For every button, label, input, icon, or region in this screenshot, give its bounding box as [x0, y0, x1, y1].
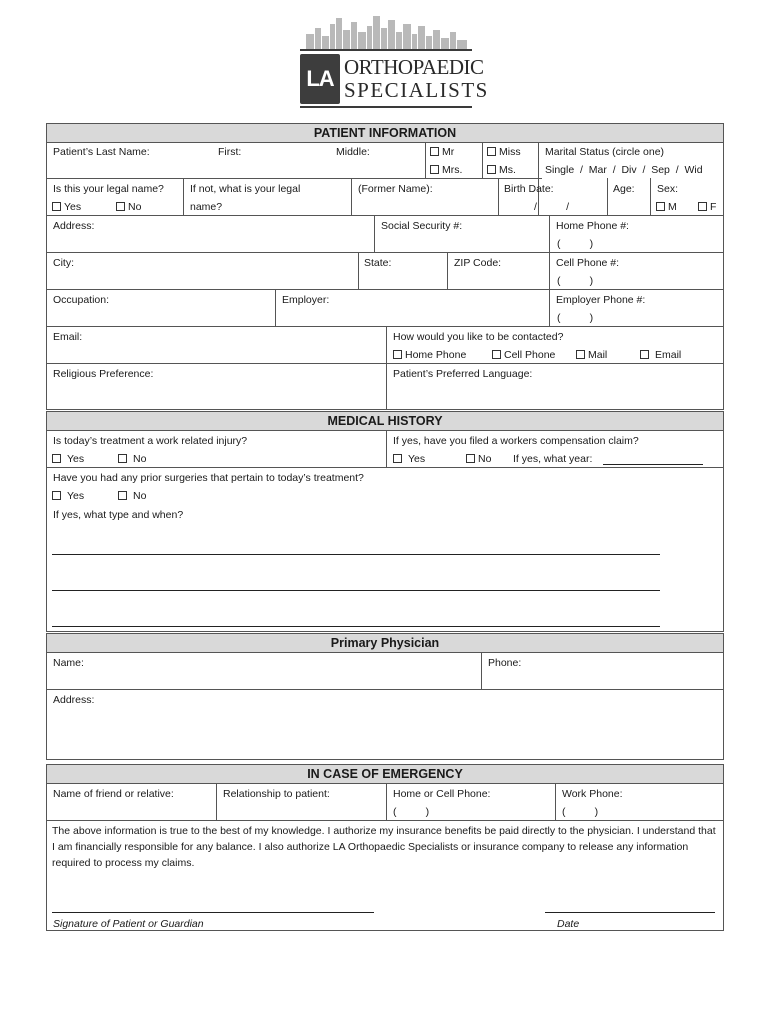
checkbox-icon[interactable]: [487, 147, 496, 156]
comp-claim-question: If yes, have you filed a workers compensation claim?: [393, 435, 639, 447]
home-cell-phone-label: Home or Cell Phone:: [393, 788, 491, 800]
surgery-yes-label: Yes: [67, 490, 85, 502]
sex-m-label: M: [668, 201, 677, 213]
legal-yes-label: Yes: [64, 201, 82, 213]
home-cell-parens: ( ): [393, 806, 430, 818]
age-label: Age:: [613, 183, 635, 195]
contact-mail-label: Mail: [588, 349, 608, 361]
surgery-line-1[interactable]: [52, 554, 660, 555]
surgery-line-3[interactable]: [52, 626, 660, 627]
checkbox-icon[interactable]: [52, 491, 61, 500]
contact-home-label: Home Phone: [405, 349, 467, 361]
title-ms-option[interactable]: [487, 164, 516, 176]
work-no-label: No: [133, 453, 147, 465]
checkbox-icon[interactable]: [492, 350, 501, 359]
work-phone-parens: ( ): [562, 806, 599, 818]
legal-yes-option[interactable]: [52, 201, 81, 213]
physician-phone-label: Phone:: [488, 657, 522, 669]
surgery-question: Have you had any prior surgeries that pertain to today’s treatment?: [53, 472, 364, 484]
checkbox-icon[interactable]: [393, 454, 402, 463]
medical-history-section: [46, 430, 724, 632]
employer-label: Employer:: [282, 294, 330, 306]
title-miss-option[interactable]: [487, 146, 521, 158]
logo: [298, 14, 489, 110]
if-not-legal-label-1: If not, what is your legal: [190, 183, 301, 195]
checkbox-icon[interactable]: [430, 165, 439, 174]
sex-m-option[interactable]: [656, 201, 677, 213]
friend-name-label: Name of friend or relative:: [53, 788, 174, 800]
title-mr-label: Mr: [442, 146, 455, 158]
logo-mark: [300, 54, 340, 104]
first-name-label: First:: [218, 146, 242, 158]
logo-top-rule: [300, 49, 472, 51]
marital-status-label: Marital Status (circle one): [545, 146, 665, 158]
surgery-line-2[interactable]: [52, 590, 660, 591]
contact-cell-label: Cell Phone: [504, 349, 556, 361]
claim-yes-label: Yes: [408, 453, 426, 465]
authorization-statement: The above information is true to the best of my knowledge. I authorize my insurance benefits be paid directly to the physician. I understand that I am financially responsible for any balance. I also authorize LA Orthopaedic Specialists or insurance company to release any information required to process my claims.: [52, 825, 716, 869]
checkbox-icon[interactable]: [393, 350, 402, 359]
claim-yes-option[interactable]: [393, 453, 425, 465]
what-year-label: If yes, what year:: [513, 453, 593, 465]
work-no-option[interactable]: [118, 453, 146, 465]
legal-name-question: Is this your legal name?: [53, 183, 164, 195]
work-injury-question: Is today’s treatment a work related injury?: [53, 435, 248, 447]
contact-cell-option[interactable]: [492, 349, 555, 361]
logo-line2: SPECIALISTS: [344, 78, 489, 102]
type-when-label: If yes, what type and when?: [53, 509, 184, 521]
physician-address-label: Address:: [53, 694, 95, 706]
marital-status-options[interactable]: Single / Mar / Div / Sep / Wid: [545, 164, 703, 176]
cell-phone-label: Cell Phone #:: [556, 257, 620, 269]
checkbox-icon[interactable]: [576, 350, 585, 359]
checkbox-icon[interactable]: [487, 165, 496, 174]
birth-date-label: Birth Date:: [504, 183, 554, 195]
religious-label: Religious Preference:: [53, 368, 154, 380]
contact-email-label: Email: [655, 349, 682, 361]
surgery-no-label: No: [133, 490, 147, 502]
claim-no-option[interactable]: [466, 453, 491, 465]
cell-phone-parens: ( ): [557, 275, 594, 287]
checkbox-icon[interactable]: [118, 491, 127, 500]
checkbox-icon[interactable]: [430, 147, 439, 156]
checkbox-icon[interactable]: [698, 202, 707, 211]
surgery-no-option[interactable]: [118, 490, 146, 502]
if-not-legal-label-2: name?: [190, 201, 223, 213]
signature-line[interactable]: [52, 912, 374, 913]
primary-physician-section: [46, 652, 724, 760]
work-phone-label: Work Phone:: [562, 788, 623, 800]
date-label: Date: [557, 918, 580, 930]
legal-no-label: No: [128, 201, 142, 213]
employer-phone-parens: ( ): [557, 312, 594, 324]
checkbox-icon[interactable]: [52, 454, 61, 463]
primary-physician-header: Primary Physician: [46, 633, 724, 653]
emergency-header: IN CASE OF EMERGENCY: [46, 764, 724, 784]
title-miss-label: Miss: [499, 146, 521, 158]
title-ms-label: Ms.: [499, 164, 516, 176]
title-mr-option[interactable]: [430, 146, 454, 158]
birth-date-slashes: / /: [534, 201, 570, 213]
signature-label: Signature of Patient or Guardian: [53, 918, 204, 930]
zip-label: ZIP Code:: [454, 257, 502, 269]
legal-no-option[interactable]: [116, 201, 141, 213]
language-label: Patient’s Preferred Language:: [393, 368, 533, 380]
title-mrs-option[interactable]: [430, 164, 462, 176]
physician-name-label: Name:: [53, 657, 84, 669]
contact-email-option[interactable]: [640, 349, 681, 361]
checkbox-icon[interactable]: [116, 202, 125, 211]
last-name-label: Patient’s Last Name:: [53, 146, 150, 158]
email-label: Email:: [53, 331, 83, 343]
checkbox-icon[interactable]: [466, 454, 475, 463]
sex-f-label: F: [710, 201, 717, 213]
former-name-label: (Former Name):: [358, 183, 433, 195]
title-mrs-label: Mrs.: [442, 164, 463, 176]
claim-no-label: No: [478, 453, 492, 465]
logo-bottom-rule: [300, 106, 472, 108]
checkbox-icon[interactable]: [640, 350, 649, 359]
relationship-label: Relationship to patient:: [223, 788, 330, 800]
home-phone-parens: ( ): [557, 238, 594, 250]
state-label: State:: [364, 257, 392, 269]
city-label: City:: [53, 257, 74, 269]
patient-info-header: PATIENT INFORMATION: [46, 123, 724, 143]
skyline-icon: [304, 14, 472, 50]
checkbox-icon[interactable]: [656, 202, 665, 211]
employer-phone-label: Employer Phone #:: [556, 294, 646, 306]
checkbox-icon[interactable]: [118, 454, 127, 463]
address-label: Address:: [53, 220, 95, 232]
ssn-label: Social Security #:: [381, 220, 463, 232]
work-yes-option[interactable]: [52, 453, 84, 465]
medical-history-header: MEDICAL HISTORY: [46, 411, 724, 431]
home-phone-label: Home Phone #:: [556, 220, 629, 232]
contact-question: How would you like to be contacted?: [393, 331, 564, 343]
date-line[interactable]: [545, 912, 715, 913]
logo-mark-text: LA: [306, 66, 334, 91]
occupation-label: Occupation:: [53, 294, 110, 306]
contact-mail-option[interactable]: [576, 349, 607, 361]
sex-label: Sex:: [657, 183, 679, 195]
checkbox-icon[interactable]: [52, 202, 61, 211]
middle-name-label: Middle:: [336, 146, 370, 158]
what-year-line[interactable]: [603, 464, 703, 465]
work-yes-label: Yes: [67, 453, 85, 465]
logo-line1: ORTHOPAEDIC: [344, 55, 484, 79]
sex-f-option[interactable]: [698, 201, 716, 213]
contact-home-option[interactable]: [393, 349, 466, 361]
surgery-yes-option[interactable]: [52, 490, 84, 502]
